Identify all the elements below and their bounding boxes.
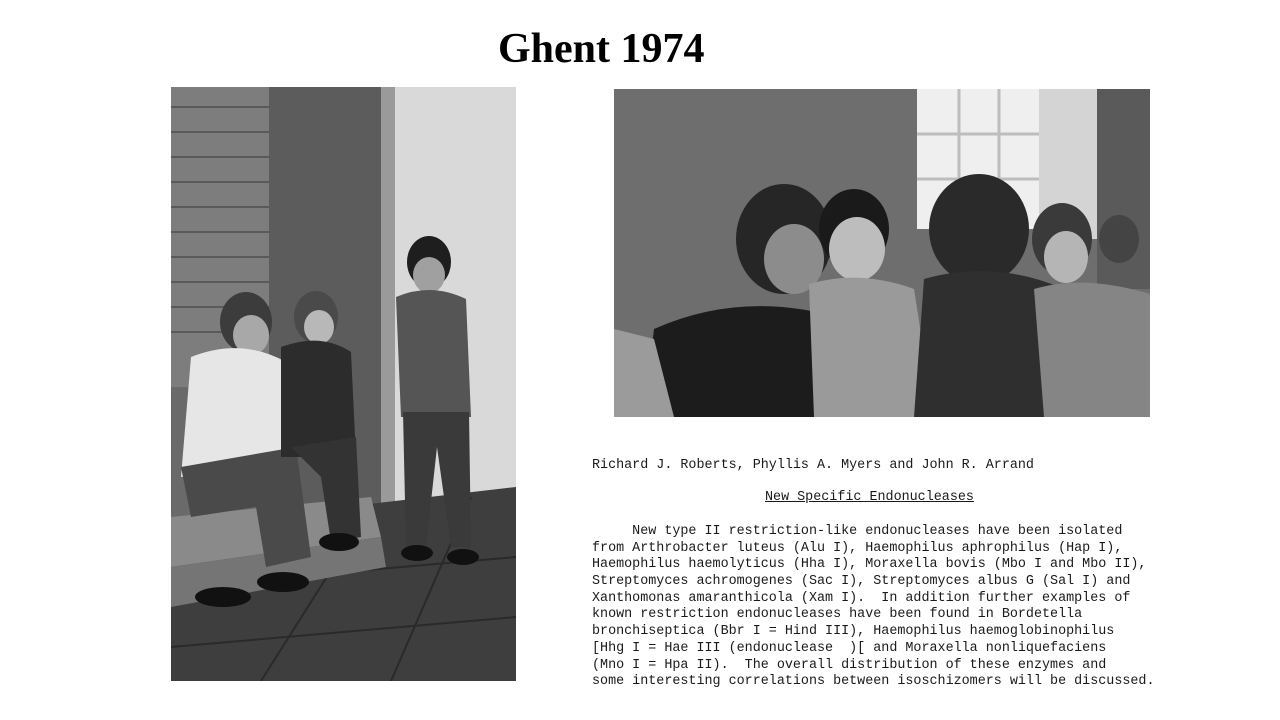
abstract-line: Haemophilus haemolyticus (Hha I), Moraxella bovis (Mbo I and Mbo II), — [592, 557, 1147, 573]
abstract-line: some interesting correlations between isoschizomers will be discussed. — [592, 674, 1155, 690]
abstract-line: (Mno I = Hpa II). The overall distribution of these enzymes and — [592, 657, 1107, 673]
abstract-line: Streptomyces achromogenes (Sac I), Streptomyces albus G (Sal I) and — [592, 574, 1131, 590]
photo-right-group-conversation — [614, 89, 1150, 417]
abstract-heading: New Specific Endonucleases — [765, 490, 974, 505]
abstract-line: Xanthomonas amaranthicola (Xam I). In addition further examples of — [592, 590, 1131, 606]
photo-left-three-men-stairway — [171, 87, 516, 681]
abstract-authors: Richard J. Roberts, Phyllis A. Myers and John R. Arrand — [592, 458, 1034, 473]
photo-left-image — [171, 87, 516, 681]
abstract-line: from Arthrobacter luteus (Alu I), Haemophilus aphrophilus (Hap I), — [592, 540, 1123, 556]
slide-title: Ghent 1974 — [498, 26, 705, 72]
photo-right-image — [614, 89, 1150, 417]
abstract-line: New type II restriction-like endonucleases have been isolated — [592, 524, 1123, 539]
abstract-body — [592, 524, 1155, 691]
abstract-line: known restriction endonucleases have been found in Bordetella — [592, 607, 1083, 623]
abstract-line: [Hhg I = Hae III (endonuclease )[ and Moraxella nonliquefaciens — [592, 640, 1107, 656]
abstract-line: bronchiseptica (Bbr I = Hind III), Haemophilus haemoglobinophilus — [592, 624, 1115, 640]
